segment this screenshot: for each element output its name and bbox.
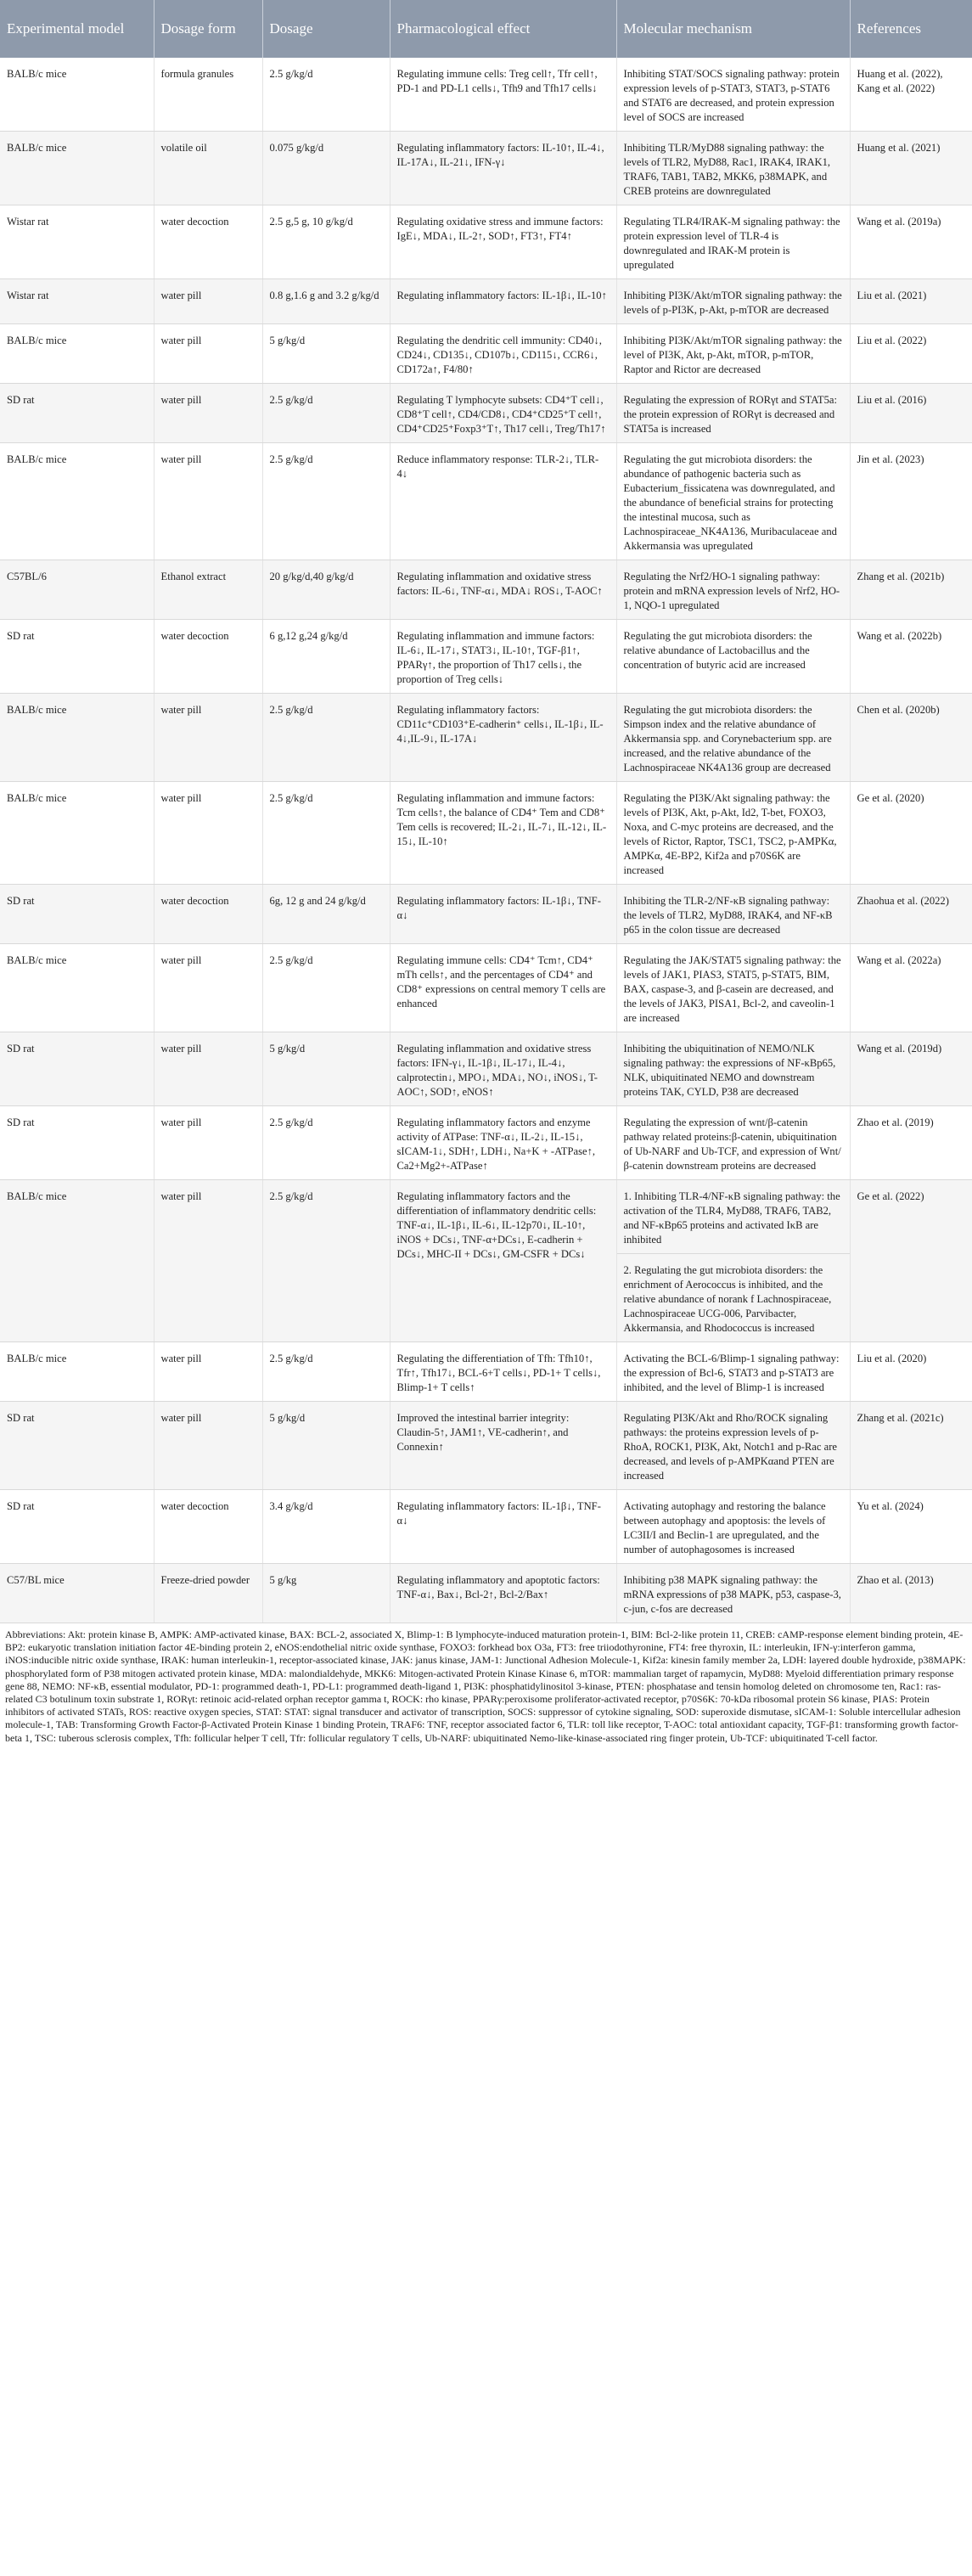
experimental-model-cell: SD rat [0, 384, 154, 443]
references-cell: Zhang et al. (2021c) [850, 1402, 972, 1490]
references-cell: Zhang et al. (2021b) [850, 560, 972, 620]
pharmacological-effect-cell: Regulating inflammatory factors: IL-10↑, IL-4↓, IL-17A↓, IL-21↓, IFN-γ↓ [390, 132, 616, 205]
dosage-form-cell: water decoction [154, 205, 262, 279]
mechanism-part: 1. Inhibiting TLR-4/NF-κB signaling pathway: the activation of the TLR4, MyD88, TRAF6, TAB2, and NF-κBp65 proteins and activated IκB are inhibited [623, 1190, 840, 1246]
experimental-model-cell: BALB/c mice [0, 694, 154, 782]
molecular-mechanism-cell: Inhibiting STAT/SOCS signaling pathway: protein expression levels of p-STAT3, STAT3, p-STAT6 and STAT6 are decreased, and protein expression level of SOCS are increased [616, 58, 850, 132]
header-references: References [850, 0, 972, 58]
table-body [0, 58, 972, 1623]
references-cell: Yu et al. (2024) [850, 1490, 972, 1564]
table-row [0, 620, 972, 694]
table-row [0, 885, 972, 944]
dosage-form-cell: Ethanol extract [154, 560, 262, 620]
references-cell: Ge et al. (2020) [850, 782, 972, 885]
table-row [0, 1402, 972, 1490]
pharmacological-effect-cell: Regulating immune cells: CD4⁺ Tcm↑, CD4⁺ mTh cells↑, and the percentages of CD4⁺ and CD8⁺ expressions on central memory T cells are enhanced [390, 944, 616, 1032]
dosage-cell: 0.075 g/kg/d [262, 132, 390, 205]
table-row [0, 58, 972, 132]
pharmacological-effect-cell: Improved the intestinal barrier integrity: Claudin-5↑, JAM1↑, VE-cadherin↑, and Connexin↑ [390, 1402, 616, 1490]
experimental-model-cell: BALB/c mice [0, 944, 154, 1032]
references-cell: Jin et al. (2023) [850, 443, 972, 560]
dosage-cell: 5 g/kg/d [262, 324, 390, 384]
mechanism-part: 2. Regulating the gut microbiota disorders: the enrichment of Aerococcus is inhibited, and the relative abundance of norank f Lachnospiraceae, Lachnospiraceae UCG-006, Parvibacter, Akkermansia, and Rhodococcus is increased [617, 1253, 850, 1341]
table-row [0, 1342, 972, 1402]
molecular-mechanism-cell [616, 1180, 850, 1342]
table-row [0, 694, 972, 782]
molecular-mechanism-cell: Activating autophagy and restoring the balance between autophagy and apoptosis: the levels of LC3II/I and Beclin-1 are upregulated, and the number of autophagosomes is increased [616, 1490, 850, 1564]
dosage-form-cell: water pill [154, 694, 262, 782]
header-dosage-form: Dosage form [154, 0, 262, 58]
references-cell: Liu et al. (2021) [850, 279, 972, 324]
references-cell: Huang et al. (2021) [850, 132, 972, 205]
molecular-mechanism-cell: Regulating the gut microbiota disorders: the abundance of pathogenic bacteria such as Eubacterium_fissicatena was downregulated, and the abundance of beneficial strains for protecting the intestinal mucosa, such as Lachnospiraceae_NK4A136, Muribaculaceae and Akkermansia was upregulated [616, 443, 850, 560]
table-row [0, 1032, 972, 1106]
header-pharmacological-effect: Pharmacological effect [390, 0, 616, 58]
header-experimental-model: Experimental model [0, 0, 154, 58]
table-row [0, 782, 972, 885]
header-molecular-mechanism: Molecular mechanism [616, 0, 850, 58]
references-cell: Wang et al. (2022a) [850, 944, 972, 1032]
dosage-form-cell: water pill [154, 944, 262, 1032]
experimental-model-cell: SD rat [0, 1106, 154, 1180]
dosage-cell: 6 g,12 g,24 g/kg/d [262, 620, 390, 694]
dosage-form-cell: formula granules [154, 58, 262, 132]
pharmacological-effect-cell: Reduce inflammatory response: TLR-2↓, TLR-4↓ [390, 443, 616, 560]
pharmacological-effect-cell: Regulating inflammatory factors and enzyme activity of ATPase: TNF-α↓, IL-2↓, IL-15↓, sICAM-1↓, SDH↑, LDH↓, Na+K + -ATPase↑, Ca2+Mg2+-ATPase↑ [390, 1106, 616, 1180]
references-cell: Huang et al. (2022), Kang et al. (2022) [850, 58, 972, 132]
dosage-cell: 6g, 12 g and 24 g/kg/d [262, 885, 390, 944]
dosage-form-cell: water pill [154, 782, 262, 885]
dosage-cell: 20 g/kg/d,40 g/kg/d [262, 560, 390, 620]
table-row [0, 205, 972, 279]
molecular-mechanism-cell: Regulating the gut microbiota disorders: the relative abundance of Lactobacillus and the concentration of butyric acid are increased [616, 620, 850, 694]
references-cell: Wang et al. (2022b) [850, 620, 972, 694]
dosage-form-cell: water pill [154, 1342, 262, 1402]
experimental-model-cell: C57/BL mice [0, 1564, 154, 1623]
dosage-form-cell: water pill [154, 384, 262, 443]
experimental-model-cell: Wistar rat [0, 205, 154, 279]
experimental-model-cell: C57BL/6 [0, 560, 154, 620]
dosage-form-cell: water decoction [154, 620, 262, 694]
dosage-form-cell: water pill [154, 324, 262, 384]
dosage-form-cell: water pill [154, 1402, 262, 1490]
experimental-model-cell: BALB/c mice [0, 1342, 154, 1402]
molecular-mechanism-cell: Regulating PI3K/Akt and Rho/ROCK signaling pathways: the proteins expression levels of p-RhoA, ROCK1, PI3K, Akt, Notch1 and p-Rac are decreased, and levels of p-AMPKαand PTEN are increased [616, 1402, 850, 1490]
experimental-model-cell: BALB/c mice [0, 324, 154, 384]
molecular-mechanism-cell: Activating the BCL-6/Blimp-1 signaling pathway: the expression of Bcl-6, STAT3 and p-STAT3 are inhibited, and the level of Blimp-1 is increased [616, 1342, 850, 1402]
references-cell: Zhao et al. (2013) [850, 1564, 972, 1623]
pharmacological-effect-cell: Regulating the differentiation of Tfh: Tfh10↑, Tfr↑, Tfh17↓, BCL-6+T cells↓, PD-1+ T cells↓, Blimp-1+ T cells↑ [390, 1342, 616, 1402]
pharmacological-effect-cell: Regulating T lymphocyte subsets: CD4⁺T cell↓, CD8⁺T cell↑, CD4/CD8↓, CD4⁺CD25⁺T cell↑, CD4⁺CD25⁺Foxp3⁺T↑, Th17 cell↓, Treg/Th17↑ [390, 384, 616, 443]
experimental-model-cell: SD rat [0, 1402, 154, 1490]
experimental-model-cell: SD rat [0, 1490, 154, 1564]
abbreviations-note: Abbreviations: Akt: protein kinase B, AMPK: AMP-activated kinase, BAX: BCL-2, associated X, Blimp-1: B lymphocyte-induced maturation protein-1, BIM: Bcl-2-like protein 11, CREB: cAMP-response element binding protein, 4E-BP2: eukaryotic translation initiation factor 4E-binding protein 2, eNOS:endothelial nitric oxide synthase, FOXO3: forkhead box O3a, FT3: free triiodothyronine, FT4: free thyroxin, IL: interleukin, IFN-γ:interferon gamma, iNOS:inducible nitric oxide synthase, IRAK: human interleukin-1, receptor-associated kinase, JAK: janus kinase, JAM-1: Junctional Adhesion Molecule-1, Kif2a: kinesin family member 2a, LDH: layered double hydroxide, p38MAPK: phosphorylated form of P38 mitogen activated protein kinase, MDA: malondialdehyde, MKK6: Mitogen-activated Protein Kinase Kinase 6, mTOR: mammalian target of rapamycin, MyD88: Myeloid differentiation primary response gene 88, NEMO: NF-κB, essential modulator, PD-1: programmed death-1, PD-L1: programmed death-ligand 1, PI3K: phosphatidylinositol 3-kinase, PTEN: phosphatase and tensin homolog deleted on chromosome ten, Rac1: ras-related C3 botulinum toxin substrate 1, RORγt: retinoic acid-related orphan receptor gamma t, ROCK: rho kinase, PPARγ:peroxisome proliferator-activated receptor, p70S6K: 70-kDa ribosomal protein S6 kinase, PIAS: Protein inhibitors of activated STATs, ROS: reactive oxygen species, STAT: STAT: signal transducer and activator of transcription, SOCS: suppressor of cytokine signaling, SOD: superoxide dismutase, sICAM-1: Soluble intercellular adhesion molecule-1, TAB: Transforming Growth Factor-β-Activated Protein Kinase 1 binding Protein, TRAF6: TNF, receptor associated factor 6, TLR: toll like receptor, T-AOC: total antioxidant capacity, TGF-β1: transforming growth factor-beta 1, TSC: tuberous sclerosis complex, Tfh: follicular helper T cell, Tfr: follicular regulatory T cells, Ub-NARF: ubiquitinated Nemo-like-kinase-associated ring finger protein, Ub-TCF: ubiquitinated T-cell factor. [5, 1628, 966, 1744]
pharmacological-effect-cell: Regulating oxidative stress and immune factors: IgE↓, MDA↓, IL-2↑, SOD↑, FT3↑, FT4↑ [390, 205, 616, 279]
table-row [0, 132, 972, 205]
header-dosage: Dosage [262, 0, 390, 58]
references-cell: Zhao et al. (2019) [850, 1106, 972, 1180]
experimental-model-cell: SD rat [0, 885, 154, 944]
dosage-cell: 2.5 g/kg/d [262, 1180, 390, 1342]
dosage-form-cell: water pill [154, 279, 262, 324]
molecular-mechanism-cell: Inhibiting TLR/MyD88 signaling pathway: the levels of TLR2, MyD88, Rac1, IRAK4, IRAK1, TRAF6, TAB1, TAB2, MKK6, p38MAPK, and CREB proteins are downregulated [616, 132, 850, 205]
pharmacological-effect-cell: Regulating inflammatory factors: CD11c⁺CD103⁺E-cadherin⁺ cells↓, IL-1β↓, IL-4↓,IL-9↓, IL-17A↓ [390, 694, 616, 782]
table-row [0, 1490, 972, 1564]
table-row [0, 279, 972, 324]
dosage-form-cell: water pill [154, 1180, 262, 1342]
pharmacological-effect-cell: Regulating inflammatory factors: IL-1β↓, IL-10↑ [390, 279, 616, 324]
dosage-cell: 2.5 g/kg/d [262, 1342, 390, 1402]
dosage-form-cell: water pill [154, 443, 262, 560]
references-cell: Wang et al. (2019a) [850, 205, 972, 279]
dosage-form-cell: water pill [154, 1032, 262, 1106]
table-row [0, 1564, 972, 1623]
dosage-cell: 2.5 g/kg/d [262, 782, 390, 885]
pharmacological-effect-cell: Regulating inflammation and immune factors: IL-6↓, IL-17↓, STAT3↓, IL-10↑, TGF-β1↑, PPARγ↑, the proportion of Th17 cells↓, the proportion of Treg cells↓ [390, 620, 616, 694]
dosage-cell: 2.5 g/kg/d [262, 694, 390, 782]
experimental-model-cell: SD rat [0, 620, 154, 694]
table-row [0, 384, 972, 443]
dosage-cell: 2.5 g/kg/d [262, 443, 390, 560]
table-row [0, 324, 972, 384]
experimental-model-cell: SD rat [0, 1032, 154, 1106]
dosage-cell: 2.5 g/kg/d [262, 1106, 390, 1180]
dosage-cell: 2.5 g/kg/d [262, 384, 390, 443]
dosage-form-cell: water decoction [154, 1490, 262, 1564]
dosage-cell: 2.5 g,5 g, 10 g/kg/d [262, 205, 390, 279]
header-row [0, 0, 972, 58]
references-cell: Chen et al. (2020b) [850, 694, 972, 782]
table-row [0, 1180, 972, 1342]
references-cell: Liu et al. (2020) [850, 1342, 972, 1402]
references-cell: Zhaohua et al. (2022) [850, 885, 972, 944]
molecular-mechanism-cell: Inhibiting PI3K/Akt/mTOR signaling pathway: the level of PI3K, Akt, p-Akt, mTOR, p-mTOR, Raptor and Rictor are decreased [616, 324, 850, 384]
table-row [0, 443, 972, 560]
molecular-mechanism-cell: Regulating the JAK/STAT5 signaling pathway: the levels of JAK1, PIAS3, STAT5, p-STAT5, BIM, BAX, caspase-3, and β-casein are decreased, and the levels of JAK3, PISA1, Bcl-2, and caveolin-1 are increased [616, 944, 850, 1032]
dosage-cell: 5 g/kg/d [262, 1402, 390, 1490]
experimental-model-cell: Wistar rat [0, 279, 154, 324]
dosage-form-cell: water decoction [154, 885, 262, 944]
dosage-cell: 2.5 g/kg/d [262, 944, 390, 1032]
molecular-mechanism-cell: Inhibiting the ubiquitination of NEMO/NLK signaling pathway: the expressions of NF-κBp65, NLK, ubiquitinated NEMO and downstream proteins TAK, CYLD, P38 are decreased [616, 1032, 850, 1106]
dosage-cell: 5 g/kg/d [262, 1032, 390, 1106]
dosage-form-cell: volatile oil [154, 132, 262, 205]
experimental-model-cell: BALB/c mice [0, 443, 154, 560]
molecular-mechanism-cell: Inhibiting PI3K/Akt/mTOR signaling pathway: the levels of p-PI3K, p-Akt, p-mTOR are decreased [616, 279, 850, 324]
dosage-cell: 2.5 g/kg/d [262, 58, 390, 132]
references-cell: Wang et al. (2019d) [850, 1032, 972, 1106]
pharmacological-effect-cell: Regulating the dendritic cell immunity: CD40↓, CD24↓, CD135↓, CD107b↓, CD115↓, CCR6↓, CD172a↑, F4/80↑ [390, 324, 616, 384]
table-row [0, 1106, 972, 1180]
molecular-mechanism-cell: Regulating the gut microbiota disorders: the Simpson index and the relative abundance of Akkermansia spp. and Corynebacterium spp. are increased, and the relative abundance of the Lachnospiraceae NK4A136 group are decreased [616, 694, 850, 782]
molecular-mechanism-cell: Inhibiting the TLR-2/NF-κB signaling pathway: the levels of TLR2, MyD88, IRAK4, and NF-κB p65 in the colon tissue are decreased [616, 885, 850, 944]
pharmacological-effect-cell: Regulating inflammation and immune factors: Tcm cells↑, the balance of CD4⁺ Tem and CD8⁺ Tem cells is recovered; IL-2↓, IL-7↓, IL-12↓, IL-15↓, IL-10↑ [390, 782, 616, 885]
pharmacological-effect-cell: Regulating inflammation and oxidative stress factors: IL-6↓, TNF-α↓, MDA↓ ROS↓, T-AOC↑ [390, 560, 616, 620]
dosage-form-cell: Freeze-dried powder [154, 1564, 262, 1623]
experimental-model-cell: BALB/c mice [0, 58, 154, 132]
dosage-cell: 0.8 g,1.6 g and 3.2 g/kg/d [262, 279, 390, 324]
dosage-cell: 5 g/kg [262, 1564, 390, 1623]
pharmacological-effect-cell: Regulating inflammatory and apoptotic factors: TNF-α↓, Bax↓, Bcl-2↑, Bcl-2/Bax↑ [390, 1564, 616, 1623]
experimental-model-cell: BALB/c mice [0, 782, 154, 885]
molecular-mechanism-cell: Regulating the Nrf2/HO-1 signaling pathway: protein and mRNA expression levels of Nrf2, HO-1, NQO-1 upregulated [616, 560, 850, 620]
table-row [0, 560, 972, 620]
experimental-model-cell: BALB/c mice [0, 132, 154, 205]
molecular-mechanism-cell: Regulating TLR4/IRAK-M signaling pathway: the protein expression level of TLR-4 is downregulated and IRAK-M protein is upregulated [616, 205, 850, 279]
references-cell: Liu et al. (2016) [850, 384, 972, 443]
pharmacological-effect-cell: Regulating inflammatory factors: IL-1β↓, TNF-α↓ [390, 885, 616, 944]
dosage-cell: 3.4 g/kg/d [262, 1490, 390, 1564]
molecular-mechanism-cell: Inhibiting p38 MAPK signaling pathway: the mRNA expressions of p38 MAPK, p53, caspase-3, c-jun, c-fos are decreased [616, 1564, 850, 1623]
references-cell: Liu et al. (2022) [850, 324, 972, 384]
molecular-mechanism-cell: Regulating the expression of wnt/β-catenin pathway related proteins:β-catenin, ubiquitination of Ub-NARF and Ub-TCF, and expression of Wnt/β-catenin downstream proteins are decreased [616, 1106, 850, 1180]
experimental-model-cell: BALB/c mice [0, 1180, 154, 1342]
molecular-mechanism-cell: Regulating the expression of RORγt and STAT5a: the protein expression of RORγt is decreased and STAT5a is increased [616, 384, 850, 443]
pharmacological-effect-cell: Regulating inflammatory factors and the differentiation of inflammatory dendritic cells: TNF-α↓, IL-1β↓, IL-6↓, IL-12p70↓, IL-10↑, iNOS + DCs↓, TNF-α+DCs↓, E-cadherin + DCs↓, MHC-II + DCs↓, GM-CSFR + DCs↓ [390, 1180, 616, 1342]
pharmacological-effect-cell: Regulating inflammatory factors: IL-1β↓, TNF-α↓ [390, 1490, 616, 1564]
pharmacological-effect-cell: Regulating immune cells: Treg cell↑, Tfr cell↑, PD-1 and PD-L1 cells↓, Tfh9 and Tfh17 cells↓ [390, 58, 616, 132]
pharmacological-effect-cell: Regulating inflammation and oxidative stress factors: IFN-γ↓, IL-1β↓, IL-17↓, IL-4↓, calprotectin↓, MPO↓, MDA↓, NO↓, iNOS↓, T-AOC↑, SOD↑, eNOS↑ [390, 1032, 616, 1106]
molecular-mechanism-cell: Regulating the PI3K/Akt signaling pathway: the levels of PI3K, Akt, p-Akt, Id2, T-bet, FOXO3, Noxa, and C-myc proteins are decreased, and the levels of Rictor, Raptor, TSC1, TSC2, p-AMPKα, AMPKα, 4E-BP2, Kif2a and p70S6K are increased [616, 782, 850, 885]
dosage-form-cell: water pill [154, 1106, 262, 1180]
table-row [0, 944, 972, 1032]
references-cell: Ge et al. (2022) [850, 1180, 972, 1342]
